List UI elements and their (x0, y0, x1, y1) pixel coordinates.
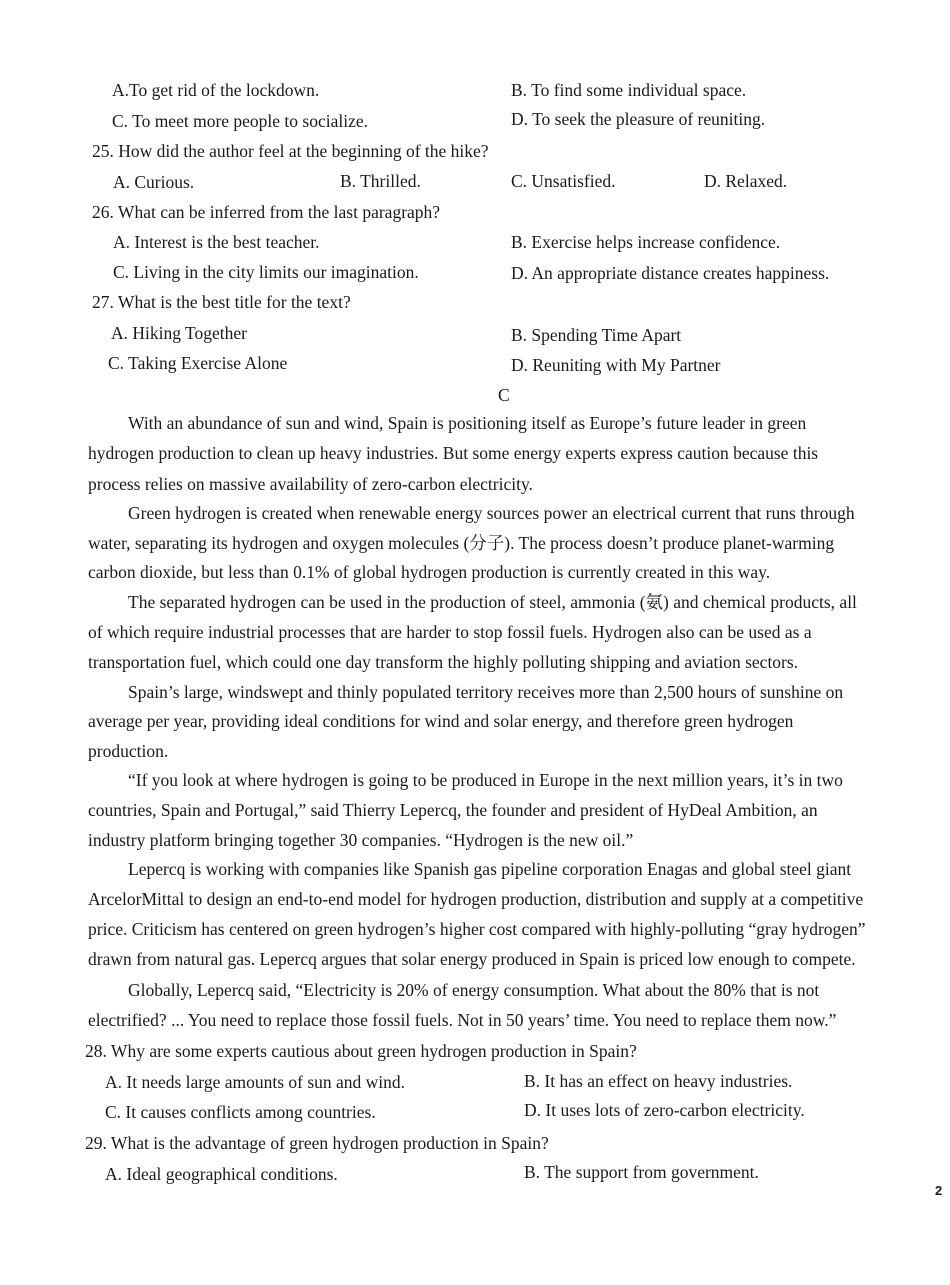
q26-option-a: A. Interest is the best teacher. (113, 232, 320, 252)
q24-option-a: A.To get rid of the lockdown. (112, 80, 320, 100)
q27-option-c: C. Taking Exercise Alone (108, 353, 288, 373)
q28-option-d: D. It uses lots of zero-carbon electricity. (524, 1100, 805, 1120)
question-26-stem: 26. What can be inferred from the last paragraph? (92, 202, 441, 222)
passage-p5-line1: “If you look at where hydrogen is going to be produced in Europe in the next million years, it’s in two (128, 770, 843, 790)
passage-p4-line3: production. (88, 741, 169, 761)
passage-p3-line1: The separated hydrogen can be used in the production of steel, ammonia (氨) and chemical products, all (128, 592, 857, 612)
q27-option-a: A. Hiking Together (111, 323, 248, 343)
passage-p4-line1: Spain’s large, windswept and thinly populated territory receives more than 2,500 hours of sunshine on (128, 682, 844, 702)
q27-option-b: B. Spending Time Apart (511, 325, 682, 345)
passage-p3-line3: transportation fuel, which could one day transform the highly polluting shipping and aviation sectors. (88, 652, 799, 672)
q25-option-b: B. Thrilled. (340, 171, 421, 191)
passage-p2-line2: water, separating its hydrogen and oxygen molecules (分子). The process doesn’t produce planet-warming (88, 533, 835, 553)
q25-option-d: D. Relaxed. (704, 171, 788, 191)
q24-option-d: D. To seek the pleasure of reuniting. (511, 109, 766, 129)
q27-option-d: D. Reuniting with My Partner (511, 355, 721, 375)
q24-option-c: C. To meet more people to socialize. (112, 111, 369, 131)
q28-option-a: A. It needs large amounts of sun and wind. (105, 1072, 406, 1092)
q28-option-b: B. It has an effect on heavy industries. (524, 1071, 793, 1091)
page-number: 2 (935, 1183, 943, 1198)
q28-option-c: C. It causes conflicts among countries. (105, 1102, 376, 1122)
passage-p1-line3: process relies on massive availability of zero-carbon electricity. (88, 474, 533, 494)
passage-p6-line3: price. Criticism has centered on green hydrogen’s higher cost compared with highly-polluting “gray hydrogen” (88, 919, 866, 939)
passage-p7-line1: Globally, Lepercq said, “Electricity is 20% of energy consumption. What about the 80% that is not (128, 980, 820, 1000)
passage-p6-line4: drawn from natural gas. Lepercq argues that solar energy produced in Spain is priced low enough to compete. (88, 949, 856, 969)
q29-option-a: A. Ideal geographical conditions. (105, 1164, 338, 1184)
q26-option-c: C. Living in the city limits our imagination. (113, 262, 419, 282)
question-25-stem: 25. How did the author feel at the beginning of the hike? (92, 141, 489, 161)
section-heading-c: C (498, 385, 510, 405)
passage-p1-line2: hydrogen production to clean up heavy industries. But some energy experts express caution because this (88, 443, 819, 463)
passage-p5-line3: industry platform bringing together 30 companies. “Hydrogen is the new oil.” (88, 830, 634, 850)
passage-p7-line2: electrified? ... You need to replace those fossil fuels. Not in 50 years’ time. You need to replace them now.” (88, 1010, 837, 1030)
q26-option-b: B. Exercise helps increase confidence. (511, 232, 781, 252)
passage-p6-line2: ArcelorMittal to design an end-to-end model for hydrogen production, distribution and supply at a competitive (88, 889, 864, 909)
q25-option-a: A. Curious. (113, 172, 195, 192)
q29-option-b: B. The support from government. (524, 1162, 759, 1182)
passage-p5-line2: countries, Spain and Portugal,” said Thierry Lepercq, the founder and president of HyDeal Ambition, an (88, 800, 818, 820)
passage-p1-line1: With an abundance of sun and wind, Spain is positioning itself as Europe’s future leader in green (128, 413, 807, 433)
passage-p2-line1: Green hydrogen is created when renewable energy sources power an electrical current that runs through (128, 503, 855, 523)
question-27-stem: 27. What is the best title for the text? (92, 292, 351, 312)
passage-p3-line2: of which require industrial processes that are harder to stop fossil fuels. Hydrogen also can be used as a (88, 622, 812, 642)
q24-option-b: B. To find some individual space. (511, 80, 747, 100)
q26-option-d: D. An appropriate distance creates happiness. (511, 263, 830, 283)
question-28-stem: 28. Why are some experts cautious about green hydrogen production in Spain? (85, 1041, 637, 1061)
passage-p6-line1: Lepercq is working with companies like Spanish gas pipeline corporation Enagas and global steel giant (128, 859, 852, 879)
q25-option-c: C. Unsatisfied. (511, 171, 616, 191)
passage-p4-line2: average per year, providing ideal conditions for wind and solar energy, and therefore green hydrogen (88, 711, 794, 731)
question-29-stem: 29. What is the advantage of green hydrogen production in Spain? (85, 1133, 549, 1153)
passage-p2-line3: carbon dioxide, but less than 0.1% of global hydrogen production is currently created in this way. (88, 562, 771, 582)
